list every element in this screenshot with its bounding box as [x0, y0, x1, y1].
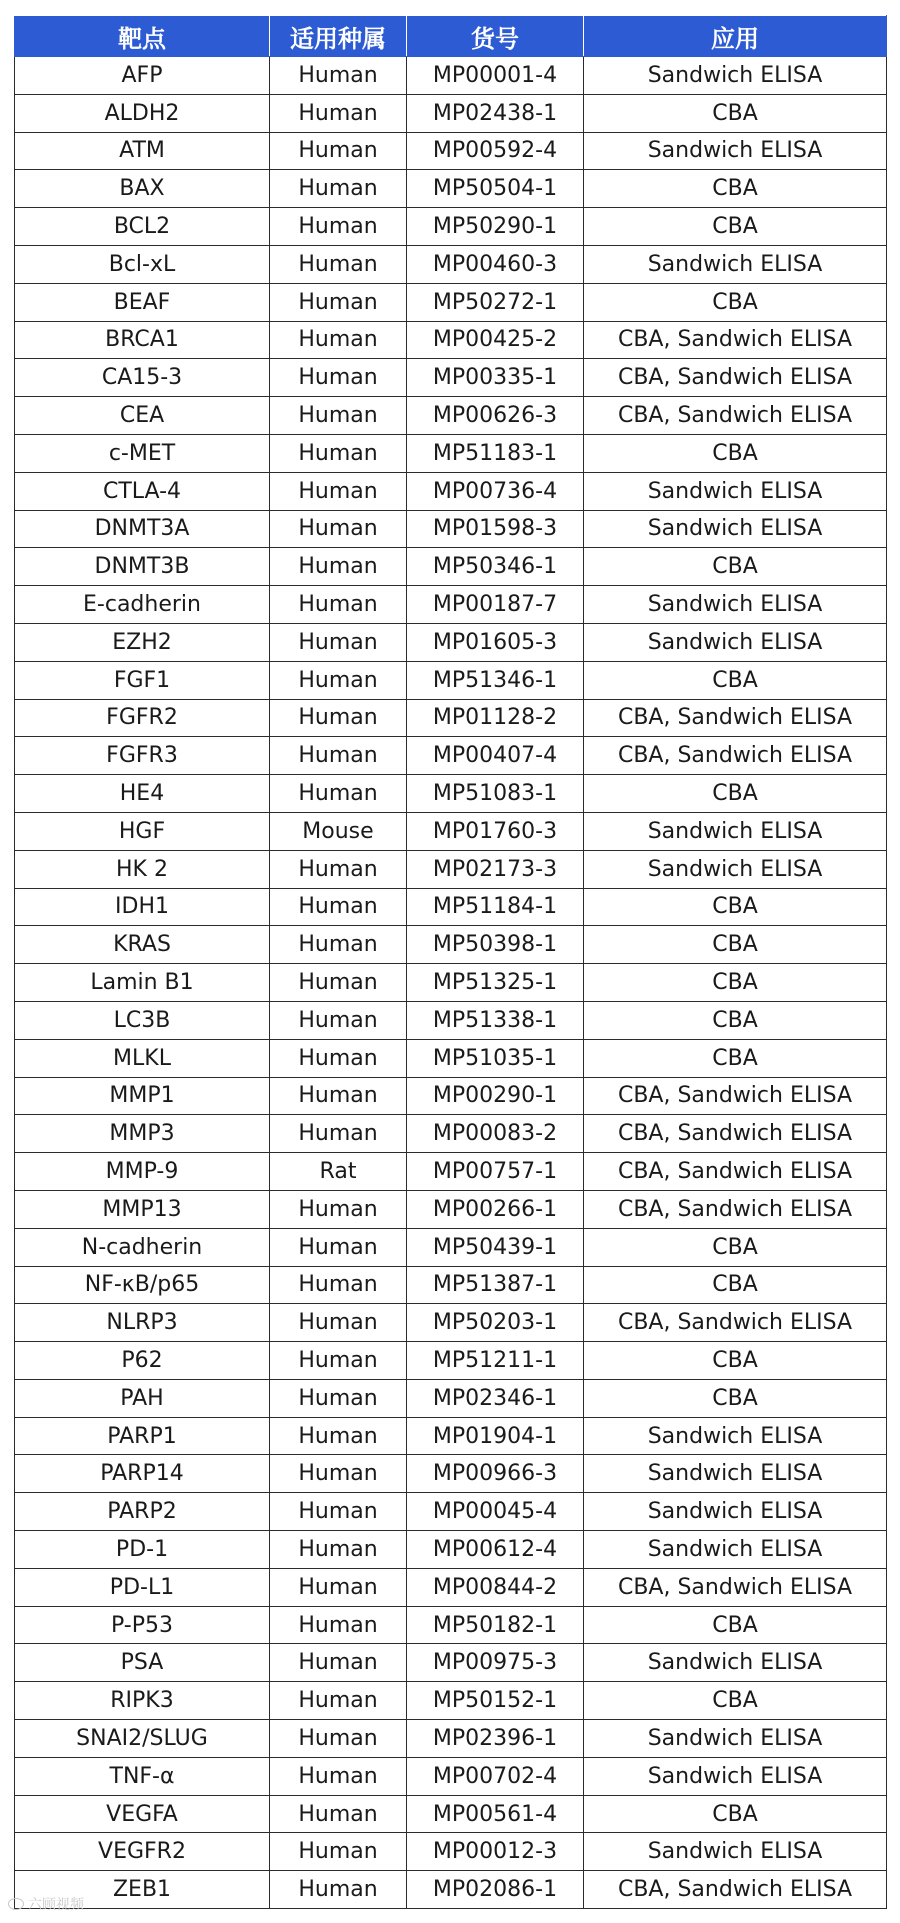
cell-application: CBA, Sandwich ELISA [584, 397, 887, 435]
cell-application: CBA [584, 1379, 887, 1417]
cell-application: CBA [584, 964, 887, 1002]
cell-species: Human [270, 132, 407, 170]
cell-application: CBA, Sandwich ELISA [584, 737, 887, 775]
cell-application: CBA [584, 926, 887, 964]
cell-catalog-number: MP02086-1 [407, 1871, 584, 1909]
cell-target: PD-1 [15, 1531, 270, 1569]
cell-catalog-number: MP00757-1 [407, 1153, 584, 1191]
cell-catalog-number: MP02173-3 [407, 850, 584, 888]
cell-species: Human [270, 1379, 407, 1417]
cell-application: CBA, Sandwich ELISA [584, 1190, 887, 1228]
cell-catalog-number: MP50182-1 [407, 1606, 584, 1644]
cell-species: Human [270, 1304, 407, 1342]
cell-target: HK 2 [15, 850, 270, 888]
table-body [15, 57, 887, 1909]
cell-application: CBA [584, 170, 887, 208]
cell-target: BEAF [15, 283, 270, 321]
cell-catalog-number: MP00736-4 [407, 472, 584, 510]
cell-catalog-number: MP01128-2 [407, 699, 584, 737]
header-species: 适用种属 [270, 16, 407, 57]
table-row [15, 1153, 887, 1191]
cell-application: CBA, Sandwich ELISA [584, 1871, 887, 1909]
cell-target: DNMT3B [15, 548, 270, 586]
cell-species: Human [270, 850, 407, 888]
cell-application: Sandwich ELISA [584, 586, 887, 624]
table-row [15, 586, 887, 624]
table-row [15, 1682, 887, 1720]
cell-catalog-number: MP00407-4 [407, 737, 584, 775]
cell-catalog-number: MP00561-4 [407, 1795, 584, 1833]
cell-catalog-number: MP50346-1 [407, 548, 584, 586]
table-header [15, 16, 887, 57]
cell-species: Human [270, 964, 407, 1002]
cell-target: BAX [15, 170, 270, 208]
cell-target: NLRP3 [15, 1304, 270, 1342]
watermark [8, 1894, 84, 1914]
cell-species: Human [270, 321, 407, 359]
cell-target: CA15-3 [15, 359, 270, 397]
cell-catalog-number: MP00335-1 [407, 359, 584, 397]
cell-application: CBA [584, 94, 887, 132]
cell-catalog-number: MP50272-1 [407, 283, 584, 321]
cell-catalog-number: MP50439-1 [407, 1228, 584, 1266]
cell-catalog-number: MP51184-1 [407, 888, 584, 926]
cell-catalog-number: MP00290-1 [407, 1077, 584, 1115]
cell-catalog-number: MP02396-1 [407, 1720, 584, 1758]
header-row [15, 16, 887, 57]
cell-catalog-number: MP00592-4 [407, 132, 584, 170]
cell-target: PAH [15, 1379, 270, 1417]
table-row [15, 283, 887, 321]
cell-species: Human [270, 623, 407, 661]
cell-target: Lamin B1 [15, 964, 270, 1002]
cell-species: Human [270, 1228, 407, 1266]
cell-target: BRCA1 [15, 321, 270, 359]
cell-species: Human [270, 1190, 407, 1228]
cell-target: MMP-9 [15, 1153, 270, 1191]
cell-species: Human [270, 1871, 407, 1909]
cell-application: CBA, Sandwich ELISA [584, 1077, 887, 1115]
table-row [15, 888, 887, 926]
cell-species: Human [270, 397, 407, 435]
cell-target: IDH1 [15, 888, 270, 926]
cell-catalog-number: MP02438-1 [407, 94, 584, 132]
table-row [15, 510, 887, 548]
cell-species: Human [270, 1493, 407, 1531]
cell-catalog-number: MP00626-3 [407, 397, 584, 435]
cell-application: CBA, Sandwich ELISA [584, 359, 887, 397]
cell-target: P-P53 [15, 1606, 270, 1644]
cell-catalog-number: MP01760-3 [407, 812, 584, 850]
cell-species: Human [270, 1568, 407, 1606]
cell-target: ALDH2 [15, 94, 270, 132]
cell-species: Human [270, 208, 407, 246]
cell-target: VEGFR2 [15, 1833, 270, 1871]
cell-target: PSA [15, 1644, 270, 1682]
cell-catalog-number: MP51211-1 [407, 1342, 584, 1380]
table-row [15, 964, 887, 1002]
cell-species: Human [270, 548, 407, 586]
cell-catalog-number: MP50203-1 [407, 1304, 584, 1342]
table-row [15, 548, 887, 586]
cell-species: Human [270, 472, 407, 510]
cell-catalog-number: MP00966-3 [407, 1455, 584, 1493]
cell-catalog-number: MP51083-1 [407, 775, 584, 813]
cell-application: CBA, Sandwich ELISA [584, 1153, 887, 1191]
cell-target: BCL2 [15, 208, 270, 246]
table-row [15, 1757, 887, 1795]
cell-application: CBA, Sandwich ELISA [584, 699, 887, 737]
cell-catalog-number: MP00460-3 [407, 245, 584, 283]
table-row [15, 1493, 887, 1531]
cell-application: CBA [584, 434, 887, 472]
product-table [14, 15, 887, 1909]
cell-species: Human [270, 57, 407, 95]
table-row [15, 1342, 887, 1380]
cell-application: Sandwich ELISA [584, 245, 887, 283]
cell-application: Sandwich ELISA [584, 510, 887, 548]
table-row [15, 1455, 887, 1493]
cell-target: ZEB1 [15, 1871, 270, 1909]
cell-catalog-number: MP02346-1 [407, 1379, 584, 1417]
cell-catalog-number: MP51338-1 [407, 1001, 584, 1039]
cell-target: PD-L1 [15, 1568, 270, 1606]
table-row [15, 94, 887, 132]
cell-species: Human [270, 1077, 407, 1115]
cell-target: SNAI2/SLUG [15, 1720, 270, 1758]
cell-application: CBA, Sandwich ELISA [584, 1568, 887, 1606]
table-row [15, 208, 887, 246]
cell-catalog-number: MP00425-2 [407, 321, 584, 359]
table-row [15, 1644, 887, 1682]
cell-species: Human [270, 1795, 407, 1833]
cell-application: CBA [584, 1342, 887, 1380]
cell-application: CBA, Sandwich ELISA [584, 1115, 887, 1153]
cell-application: Sandwich ELISA [584, 1833, 887, 1871]
table-row [15, 1115, 887, 1153]
table-row [15, 737, 887, 775]
cell-species: Human [270, 1644, 407, 1682]
cell-target: FGFR3 [15, 737, 270, 775]
cell-target: VEGFA [15, 1795, 270, 1833]
cell-catalog-number: MP00083-2 [407, 1115, 584, 1153]
cell-target: KRAS [15, 926, 270, 964]
table-row [15, 1833, 887, 1871]
table-row [15, 850, 887, 888]
cell-application: CBA [584, 1795, 887, 1833]
cell-target: MMP3 [15, 1115, 270, 1153]
table-row [15, 245, 887, 283]
cell-species: Rat [270, 1153, 407, 1191]
cell-target: PARP2 [15, 1493, 270, 1531]
cell-species: Human [270, 1115, 407, 1153]
table-row [15, 1568, 887, 1606]
cell-species: Human [270, 888, 407, 926]
cell-species: Human [270, 245, 407, 283]
cell-target: CEA [15, 397, 270, 435]
cell-application: Sandwich ELISA [584, 1644, 887, 1682]
cell-species: Human [270, 170, 407, 208]
table-row [15, 812, 887, 850]
table-row [15, 321, 887, 359]
cell-target: NF-κB/p65 [15, 1266, 270, 1304]
cell-species: Human [270, 586, 407, 624]
cell-catalog-number: MP51346-1 [407, 661, 584, 699]
cell-application: Sandwich ELISA [584, 1455, 887, 1493]
cell-species: Human [270, 1720, 407, 1758]
table-row [15, 1379, 887, 1417]
cell-species: Human [270, 1039, 407, 1077]
header-application: 应用 [584, 16, 887, 57]
cell-species: Human [270, 1342, 407, 1380]
header-target: 靶点 [15, 16, 270, 57]
cell-target: CTLA-4 [15, 472, 270, 510]
table-row [15, 1417, 887, 1455]
cell-species: Human [270, 926, 407, 964]
cell-species: Human [270, 1757, 407, 1795]
cell-catalog-number: MP50290-1 [407, 208, 584, 246]
cell-catalog-number: MP51387-1 [407, 1266, 584, 1304]
cell-application: CBA [584, 888, 887, 926]
cell-application: CBA [584, 775, 887, 813]
cell-target: FGFR2 [15, 699, 270, 737]
cell-species: Human [270, 1455, 407, 1493]
cell-application: Sandwich ELISA [584, 850, 887, 888]
cell-application: CBA [584, 661, 887, 699]
cell-application: CBA [584, 1001, 887, 1039]
table-row [15, 1228, 887, 1266]
cell-species: Human [270, 699, 407, 737]
header-catalog-number: 货号 [407, 16, 584, 57]
cell-application: CBA [584, 1228, 887, 1266]
cell-target: MLKL [15, 1039, 270, 1077]
cell-target: PARP1 [15, 1417, 270, 1455]
cell-catalog-number: MP00975-3 [407, 1644, 584, 1682]
cell-species: Human [270, 661, 407, 699]
table-row [15, 1720, 887, 1758]
cell-species: Human [270, 775, 407, 813]
cell-application: Sandwich ELISA [584, 1531, 887, 1569]
cell-species: Human [270, 1606, 407, 1644]
cell-target: HE4 [15, 775, 270, 813]
table-row [15, 1795, 887, 1833]
cell-target: PARP14 [15, 1455, 270, 1493]
cell-target: MMP1 [15, 1077, 270, 1115]
cell-species: Human [270, 94, 407, 132]
table-row [15, 699, 887, 737]
cell-species: Human [270, 510, 407, 548]
cell-target: P62 [15, 1342, 270, 1380]
cell-application: Sandwich ELISA [584, 1720, 887, 1758]
cell-catalog-number: MP51035-1 [407, 1039, 584, 1077]
table-row [15, 1190, 887, 1228]
table-row [15, 170, 887, 208]
cell-application: CBA [584, 1682, 887, 1720]
cell-application: Sandwich ELISA [584, 57, 887, 95]
cell-application: Sandwich ELISA [584, 132, 887, 170]
table-row [15, 1871, 887, 1909]
cell-catalog-number: MP50504-1 [407, 170, 584, 208]
cell-target: MMP13 [15, 1190, 270, 1228]
cell-target: ATM [15, 132, 270, 170]
cell-catalog-number: MP01605-3 [407, 623, 584, 661]
cell-application: CBA [584, 208, 887, 246]
cell-application: CBA [584, 1039, 887, 1077]
cell-species: Human [270, 1417, 407, 1455]
cell-catalog-number: MP00612-4 [407, 1531, 584, 1569]
cell-catalog-number: MP00187-7 [407, 586, 584, 624]
table-row [15, 1531, 887, 1569]
cell-target: EZH2 [15, 623, 270, 661]
cell-species: Human [270, 1833, 407, 1871]
table-row [15, 926, 887, 964]
table-row [15, 623, 887, 661]
cell-target: TNF-α [15, 1757, 270, 1795]
cell-target: HGF [15, 812, 270, 850]
cell-species: Human [270, 1001, 407, 1039]
cell-catalog-number: MP00001-4 [407, 57, 584, 95]
cell-target: RIPK3 [15, 1682, 270, 1720]
cell-application: Sandwich ELISA [584, 623, 887, 661]
cell-application: CBA [584, 1266, 887, 1304]
table-row [15, 472, 887, 510]
cell-target: N-cadherin [15, 1228, 270, 1266]
cell-target: DNMT3A [15, 510, 270, 548]
table-row [15, 1606, 887, 1644]
cell-catalog-number: MP00266-1 [407, 1190, 584, 1228]
cell-catalog-number: MP00012-3 [407, 1833, 584, 1871]
table-row [15, 1077, 887, 1115]
cell-target: LC3B [15, 1001, 270, 1039]
product-table-container [14, 15, 886, 1909]
table-row [15, 1039, 887, 1077]
cell-catalog-number: MP01904-1 [407, 1417, 584, 1455]
cell-target: E-cadherin [15, 586, 270, 624]
cell-species: Human [270, 737, 407, 775]
cell-application: Sandwich ELISA [584, 812, 887, 850]
cell-application: Sandwich ELISA [584, 1493, 887, 1531]
cell-application: CBA [584, 283, 887, 321]
cell-species: Human [270, 1266, 407, 1304]
cell-target: c-MET [15, 434, 270, 472]
cell-catalog-number: MP00702-4 [407, 1757, 584, 1795]
cell-application: CBA, Sandwich ELISA [584, 321, 887, 359]
cell-application: Sandwich ELISA [584, 1757, 887, 1795]
cell-species: Human [270, 434, 407, 472]
cell-application: Sandwich ELISA [584, 1417, 887, 1455]
table-row [15, 775, 887, 813]
watermark-logo-icon [8, 1898, 24, 1910]
table-row [15, 397, 887, 435]
cell-application: CBA [584, 1606, 887, 1644]
cell-species: Mouse [270, 812, 407, 850]
cell-catalog-number: MP50152-1 [407, 1682, 584, 1720]
cell-catalog-number: MP51183-1 [407, 434, 584, 472]
cell-application: Sandwich ELISA [584, 472, 887, 510]
cell-application: CBA, Sandwich ELISA [584, 1304, 887, 1342]
cell-species: Human [270, 283, 407, 321]
cell-application: CBA [584, 548, 887, 586]
cell-species: Human [270, 1531, 407, 1569]
cell-target: AFP [15, 57, 270, 95]
cell-catalog-number: MP51325-1 [407, 964, 584, 1002]
table-row [15, 1304, 887, 1342]
cell-species: Human [270, 359, 407, 397]
cell-catalog-number: MP00045-4 [407, 1493, 584, 1531]
table-row [15, 434, 887, 472]
table-row [15, 57, 887, 95]
cell-catalog-number: MP01598-3 [407, 510, 584, 548]
cell-target: Bcl-xL [15, 245, 270, 283]
cell-target: FGF1 [15, 661, 270, 699]
table-row [15, 1266, 887, 1304]
table-row [15, 359, 887, 397]
cell-species: Human [270, 1682, 407, 1720]
table-row [15, 1001, 887, 1039]
table-row [15, 661, 887, 699]
table-row [15, 132, 887, 170]
cell-catalog-number: MP50398-1 [407, 926, 584, 964]
cell-catalog-number: MP00844-2 [407, 1568, 584, 1606]
watermark-text: 六顾视频 [28, 1897, 84, 1913]
